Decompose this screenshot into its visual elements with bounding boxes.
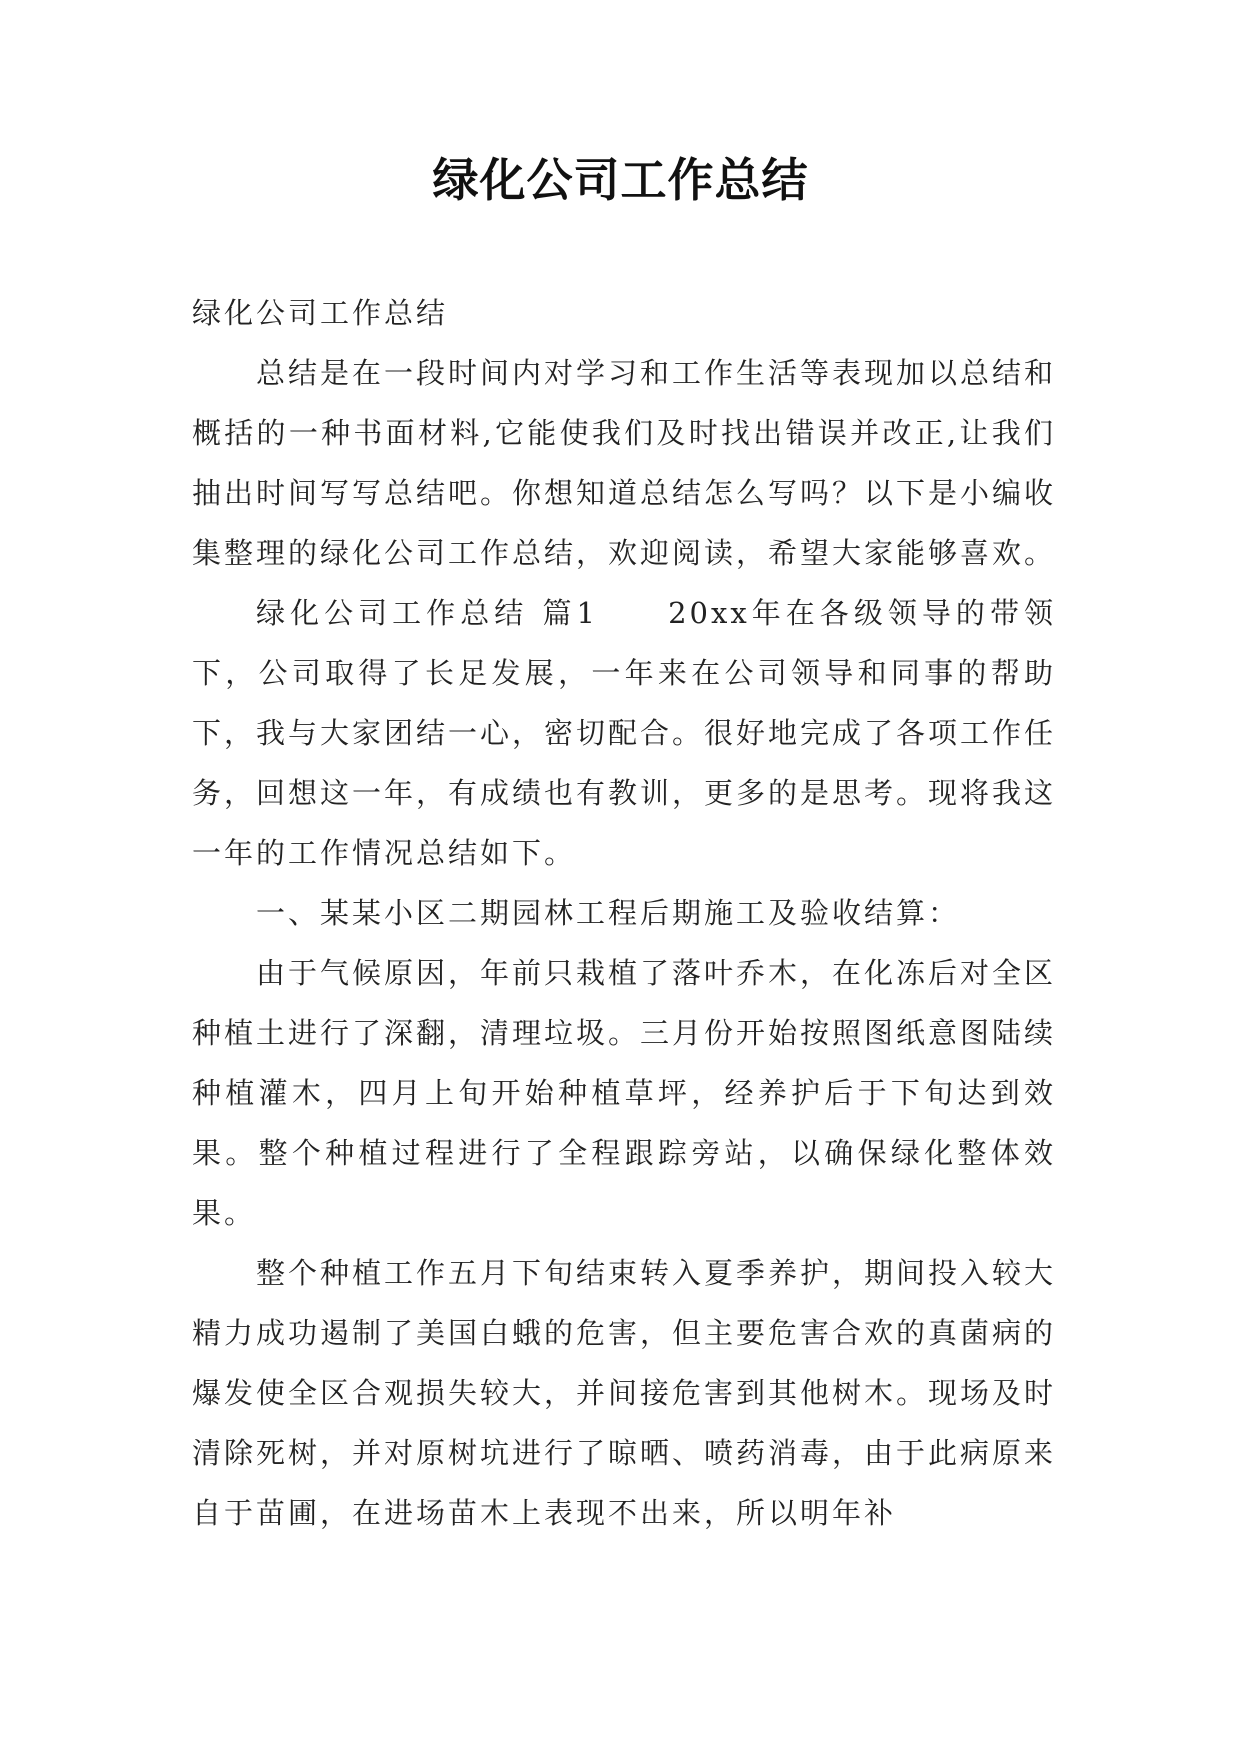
paragraph-planting: 由于气候原因，年前只栽植了落叶乔木，在化冻后对全区种植土进行了深翻，清理垃圾。三月份开始按照图纸意图陆续种植灌木，四月上旬开始种植草坪，经养护后于下旬达到效果。整个种植过程进行了全程跟踪旁站，以确保绿化整体效果。	[192, 956, 1057, 1230]
document-title: 绿化公司工作总结	[432, 153, 809, 207]
paragraph-heading-1: 一、某某小区二期园林工程后期施工及验收结算：	[256, 896, 961, 930]
paragraph-maintenance: 整个种植工作五月下旬结束转入夏季养护，期间投入较大精力成功遏制了美国白蛾的危害，但主要危害合欢的真菌病的爆发使全区合观损失较大，并间接危害到其他树木。现场及时清除死树，并对原树坑进行了晾晒、喷药消毒，由于此病原来自于苗圃，在进场苗木上表现不出来，所以明年补	[192, 1256, 1057, 1530]
document-subtitle: 绿化公司工作总结	[192, 296, 449, 330]
paragraph-section-1: 绿化公司工作总结 篇1 20xx年在各级领导的带领下，公司取得了长足发展，一年来在公司领导和同事的帮助下，我与大家团结一心，密切配合。很好地完成了各项工作任务，回想这一年，有成绩也有教训，更多的是思考。现将我这一年的工作情况总结如下。	[192, 596, 1057, 870]
paragraph-intro: 总结是在一段时间内对学习和工作生活等表现加以总结和概括的一种书面材料,它能使我们及时找出错误并改正,让我们抽出时间写写总结吧。你想知道总结怎么写吗？以下是小编收集整理的绿化公司工作总结，欢迎阅读，希望大家能够喜欢。	[192, 356, 1057, 570]
document-body	[192, 283, 1056, 1543]
